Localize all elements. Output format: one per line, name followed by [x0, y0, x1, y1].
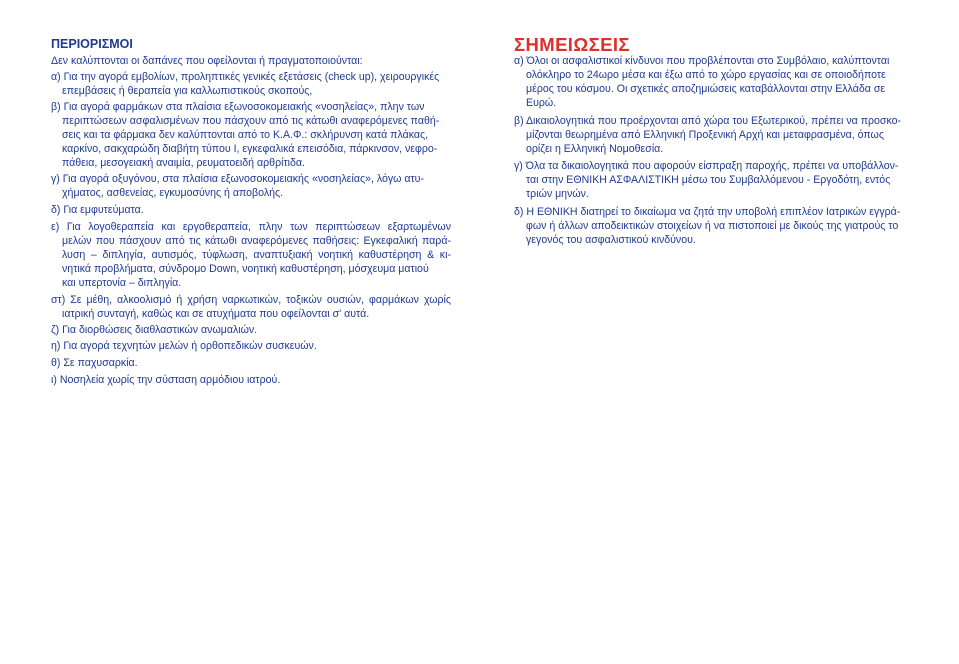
- note-text-line: ολόκληρο το 24ωρο μέσα και έξω από το χώρο εργασίας και σε οποιοδήποτε: [526, 69, 886, 81]
- note-text-line: β) Δικαιολογητικά που προέρχονται από χώρα του Εξωτερικού, πρέπει να προσκο-: [514, 115, 902, 127]
- note-text-line: μίζονται θεωρημένα από Ελληνική Προξενική Αρχή και μεταφρασμένα, όπως: [526, 129, 884, 141]
- note-text-line: α) Όλοι οι ασφαλιστικοί κίνδυνοι που προβλέπονται στο Συμβόλαιο, καλύπτονται: [514, 55, 890, 67]
- restriction-text-line: στ) Σε μέθη, αλκοολισμό ή χρήση ναρκωτικών, τοξικών ουσιών, φαρμάκων χωρίς: [51, 294, 451, 306]
- note-text-line: τριών μηνών.: [526, 188, 589, 200]
- restriction-text-line: χήματος, ασθενείας, εγκυμοσύνης ή αποβολής.: [62, 187, 284, 199]
- note-text-line: δ) Η ΕΘΝΙΚΗ διατηρεί το δικαίωμα να ζητά την υποβολή επιπλέον Ιατρικών εγγρά-: [514, 206, 901, 218]
- restriction-text-line: Δεν καλύπτονται οι δαπάνες που οφείλονται ή πραγματοποιούνται:: [51, 55, 363, 67]
- note-text-line: γεγονός του ασφαλιστικού κινδύνου.: [526, 234, 696, 246]
- restriction-text-line: μελών που πάσχουν από τις κάτωθι αναφερόμενες παθήσεις: Εγκεφαλική παρά-: [62, 235, 451, 247]
- restriction-text-line: επεμβάσεις ή θεραπεία για καλλωπιστικούς σκοπούς,: [62, 85, 313, 97]
- restriction-text-line: και υπερτονία – διπληγία.: [62, 277, 182, 289]
- note-text-line: ορίζει η Ελληνική Νομοθεσία.: [526, 143, 664, 155]
- restrictions-heading: ΠΕΡΙΟΡΙΣΜΟΙ: [51, 37, 133, 51]
- restriction-text-line: λυση – διπληγία, αυτισμός, τύφλωση, αναπτυξιακή νοητική καθυστέρηση & κι-: [62, 249, 451, 261]
- note-text-line: φων ή άλλων αποδεικτικών στοιχείων ή να πιστοποιεί με δικούς της γιατρούς το: [526, 220, 899, 232]
- restriction-text-line: καρκίνο, σακχαρώδη διαβήτη τύπου Ι, εγκεφαλικά επεισόδια, πάρκινσον, νεφρο-: [62, 143, 438, 155]
- restriction-text-line: σεις και τα φάρμακα δεν καλύπτονται από το Κ.Α.Φ.: σκλήρυνση κατά πλάκας,: [62, 129, 429, 141]
- restriction-text-line: ι) Νοσηλεία χωρίς την σύσταση αρμόδιου ιατρού.: [51, 374, 281, 386]
- restriction-text-line: γ) Για αγορά οξυγόνου, στα πλαίσια εξωνοσοκομειακής «νοσηλείας», λόγω ατυ-: [51, 173, 425, 185]
- restriction-text-line: θ) Σε παχυσαρκία.: [51, 357, 138, 369]
- note-text-line: Ευρώ.: [526, 97, 557, 109]
- restriction-text-line: ε) Για λογοθεραπεία και εργοθεραπεία, πλην των περιπτώσεων εξαρτωμένων: [51, 221, 451, 233]
- restriction-text-line: δ) Για εμφυτεύματα.: [51, 204, 144, 216]
- restriction-text-line: περιπτώσεων ασφαλισμένων που πάσχουν από τις κάτωθι αναφερόμενες παθή-: [62, 115, 440, 127]
- restriction-text-line: η) Για αγορά τεχνητών μελών ή ορθοπεδικών συσκευών.: [51, 340, 317, 352]
- restriction-text-line: α) Για την αγορά εμβολίων, προληπτικές γενικές εξετάσεις (check up), χειρουργικές: [51, 71, 440, 83]
- note-text-line: γ) Όλα τα δικαιολογητικά που αφορούν είσπραξη παροχής, πρέπει να υποβάλλον-: [514, 160, 899, 172]
- restriction-text-line: ζ) Για διορθώσεις διαθλαστικών ανωμαλιών.: [51, 324, 258, 336]
- restriction-text-line: νητικά προβλήματα, σύνδρομο Down, νοητική καθυστέρηση, μόσχευμα ματιού: [62, 263, 429, 275]
- restriction-text-line: ιατρική συνταγή, καθώς και σε ατυχήματα που οφείλονται σ' αυτά.: [62, 308, 370, 320]
- notes-heading: ΣΗΜΕΙΩΣΕΙΣ: [514, 34, 630, 55]
- note-text-line: ται στην ΕΘΝΙΚΗ ΑΣΦΑΛΙΣΤΙΚΗ μέσω του Συμβαλλόμενου - Εργοδότη, εντός: [526, 174, 891, 186]
- note-text-line: μέρος του κόσμου. Οι σχετικές αποζημιώσεις καταβάλλονται στην Ελλάδα σε: [526, 83, 886, 95]
- restriction-text-line: πάθεια, μεσογειακή αναιμία, ρευματοειδή αρθρίτιδα.: [62, 157, 305, 169]
- restriction-text-line: β) Για αγορά φαρμάκων στα πλαίσια εξωνοσοκομειακής «νοσηλείας», πλην των: [51, 101, 425, 113]
